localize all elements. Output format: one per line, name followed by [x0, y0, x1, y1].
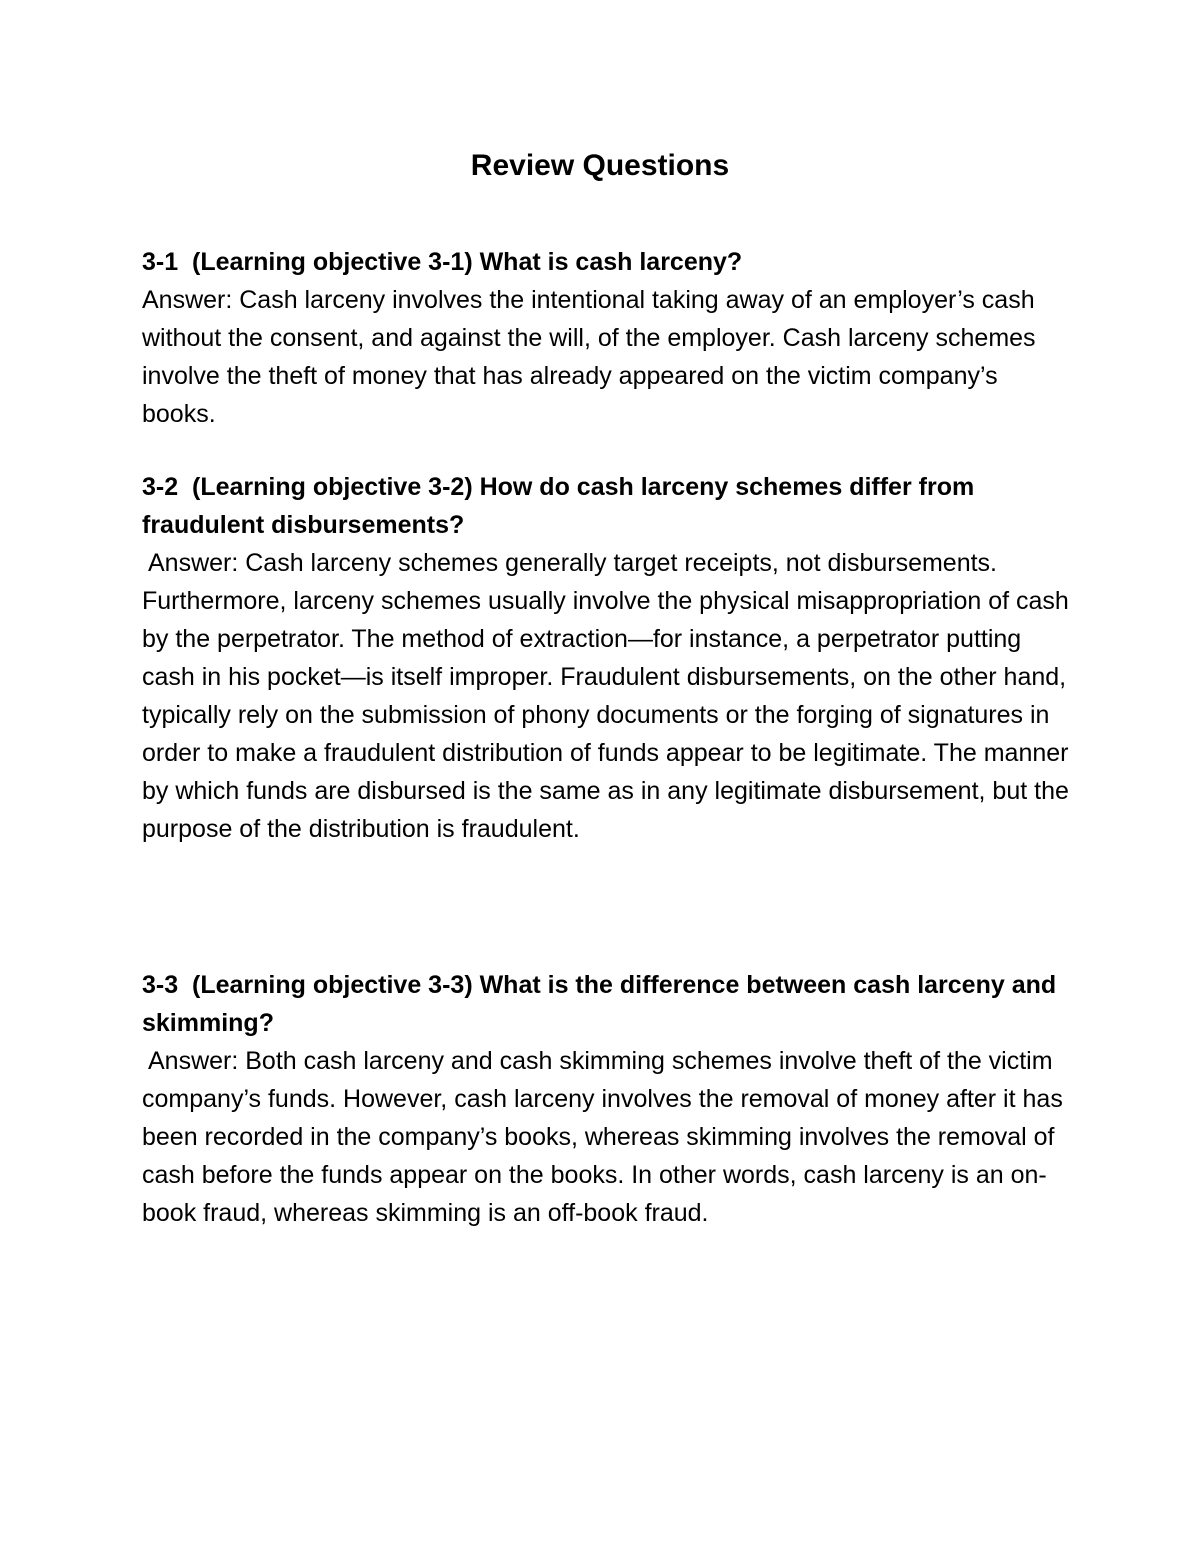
- review-question-3-3: [142, 966, 1072, 1232]
- question-text: 3-1 (Learning objective 3-1) What is cash larceny?: [142, 248, 743, 276]
- review-question-3-1: [142, 243, 1072, 433]
- answer-text: Answer: Cash larceny involves the intentional taking away of an employer’s cash without the consent, and against the will, of the employer. Cash larceny schemes involve the theft of money that has already appeared on the victim company’s books.: [142, 286, 1036, 428]
- answer-text: Answer: Cash larceny schemes generally target receipts, not disbursements. Furthermore, larceny schemes usually involve the physical misappropriation of cash by the perpetrator. The method of extraction—for instance, a perpetrator putting cash in his pocket—is itself improper. Fraudulent disbursements, on the other hand, typically rely on the submission of phony documents or the forging of signatures in order to make a fraudulent distribution of funds appear to be legitimate. The manner by which funds are disbursed is the same as in any legitimate disbursement, but the purpose of the distribution is fraudulent.: [142, 549, 1069, 843]
- question-text: 3-2 (Learning objective 3-2) How do cash larceny schemes differ from fraudulent disbursements?: [142, 473, 982, 539]
- answer-text: Answer: Both cash larceny and cash skimming schemes involve theft of the victim company’s funds. However, cash larceny involves the removal of money after it has been recorded in the company’s books, whereas skimming involves the removal of cash before the funds appear on the books. In other words, cash larceny is an on-book fraud, whereas skimming is an off-book fraud.: [142, 1047, 1063, 1227]
- review-question-3-2: [142, 468, 1072, 848]
- page-title: Review Questions: [470, 149, 730, 182]
- question-text: 3-3 (Learning objective 3-3) What is the difference between cash larceny and skimming?: [142, 971, 1064, 1037]
